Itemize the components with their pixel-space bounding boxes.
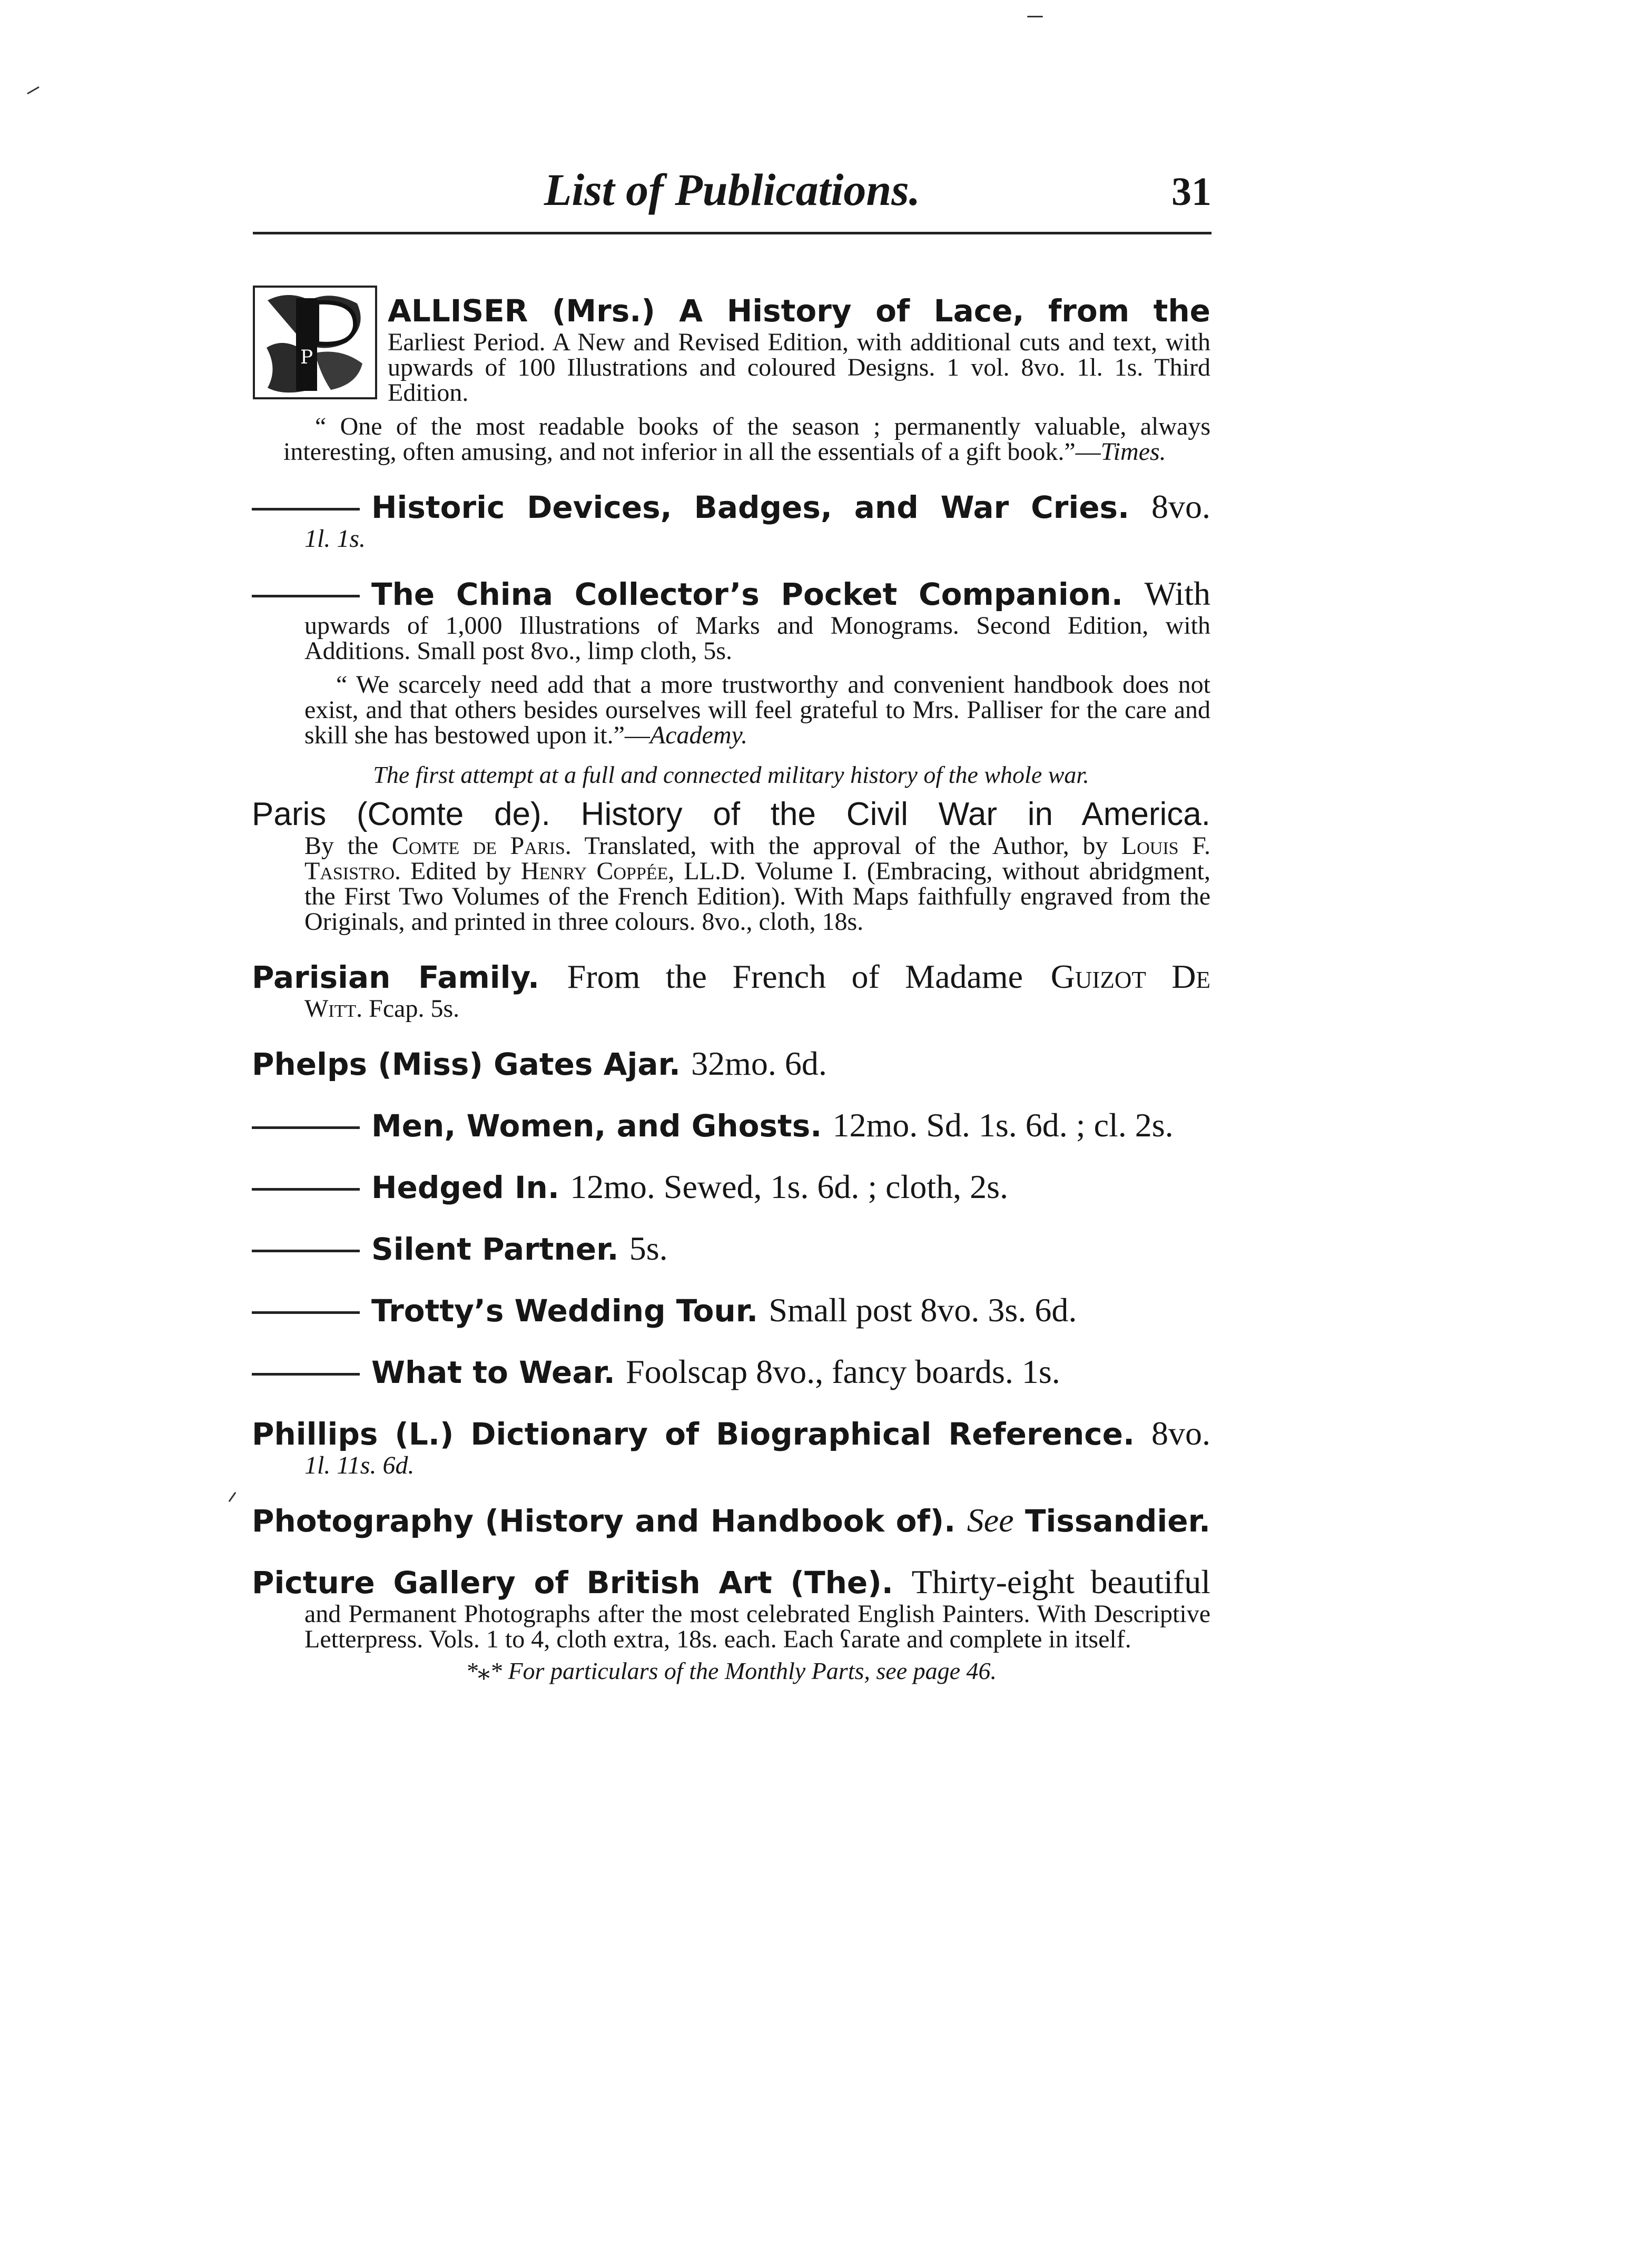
review-quote xyxy=(252,414,1210,465)
print-speck xyxy=(1027,16,1043,17)
entry-heading: Phillips (L.) Dictionary of Biographical Reference. xyxy=(252,1416,1135,1452)
reference-target: Tissandier. xyxy=(1025,1503,1210,1539)
entry-format: 8vo. xyxy=(1151,488,1210,525)
running-header xyxy=(253,158,1211,232)
quote-text: “ One of the most readable books of the season ; permanently valuable, always interesting, often amusing, and not inferior in all the essentials of a gift book.”— xyxy=(283,413,1210,466)
entry-heading: Photography (History and Handbook of). xyxy=(252,1503,956,1539)
entry-details: 12mo. Sewed, 1s. 6d. ; cloth, 2s. xyxy=(570,1168,1009,1205)
entry-trottys-wedding-tour xyxy=(252,1291,1210,1330)
ditto-dash xyxy=(252,1188,360,1191)
entry-format: 8vo. xyxy=(1151,1415,1210,1452)
ditto-dash xyxy=(252,1373,360,1376)
ornamental-dropcap-p xyxy=(252,284,378,400)
ditto-dash xyxy=(252,508,360,510)
entry-price: 1l. 11s. 6d. xyxy=(304,1451,415,1479)
entry-details: 12mo. Sd. 1s. 6d. ; cl. 2s. xyxy=(832,1106,1174,1144)
entry-details: 5s. xyxy=(629,1230,668,1267)
translator-name: Louis F. Tasistro xyxy=(304,832,1210,885)
ditto-dash xyxy=(252,1311,360,1314)
monthly-parts-note: *⁎* For particulars of the Monthly Parts, see page 46. xyxy=(465,1657,997,1684)
author-name-cont: Witt xyxy=(304,995,357,1023)
entry-silent-partner xyxy=(252,1230,1210,1268)
entry-description: Earliest Period. A New and Revised Edition, with additional cuts and text, with upwards of 100 Illustrations and coloured Designs. 1 vol. 8vo. 1l. 1s. Third Edition. xyxy=(388,328,1210,407)
entry-china-collector xyxy=(252,575,1210,748)
entry-paris-civil-war xyxy=(252,796,1210,935)
entry-history-of-lace xyxy=(252,284,1210,465)
entry-photography xyxy=(252,1501,1210,1540)
entry-men-women-ghosts xyxy=(252,1106,1210,1145)
entry-heading-tail: With xyxy=(1144,575,1210,612)
author-name: Guizot De xyxy=(1050,958,1210,995)
review-quote xyxy=(252,672,1210,748)
print-speck xyxy=(228,1492,236,1503)
ditto-dash xyxy=(252,595,360,597)
entry-picture-gallery xyxy=(252,1563,1210,1685)
entry-description: upwards of 1,000 Illustrations of Marks and Monograms. Second Edition, with Additions. Small post 8vo., limp cloth, 5s. xyxy=(304,612,1210,665)
running-title: List of Publications. xyxy=(544,164,921,215)
entry-details: Small post 8vo. 3s. 6d. xyxy=(769,1291,1077,1329)
entry-heading: Paris (Comte de). History of the Civil War in America. xyxy=(252,796,1210,832)
entry-heading: Historic Devices, Badges, and War Cries. xyxy=(371,489,1130,525)
entry-heading-tail: Thirty-eight beautiful xyxy=(911,1563,1210,1601)
entry-heading: Men, Women, and Ghosts. xyxy=(371,1108,822,1144)
print-speck xyxy=(27,86,40,95)
entry-heading: What to Wear. xyxy=(371,1354,615,1390)
ditto-dash xyxy=(252,1250,360,1252)
entry-heading-rest: From the French of Madame xyxy=(567,958,1023,995)
dropcap-letter: P xyxy=(300,347,313,368)
entry-heading: ALLISER (Mrs.) A History of Lace, from the xyxy=(388,293,1210,329)
see-reference: See xyxy=(967,1501,1014,1539)
paris-intro-note: The first attempt at a full and connected military history of the whole war. xyxy=(373,761,1089,788)
entry-historic-devices xyxy=(252,488,1210,552)
entry-description: and Permanent Photographs after the most celebrated English Painters. With Descriptive Letterpress. Vols. 1 to 4, cloth extra, 18s. each. Each ʕarate and complete in itself. xyxy=(304,1600,1210,1653)
entry-heading: Silent Partner. xyxy=(371,1231,619,1267)
entry-details: 32mo. 6d. xyxy=(691,1045,827,1082)
entry-price: 1l. 1s. xyxy=(304,525,366,553)
entry-heading: Phelps (Miss) Gates Ajar. xyxy=(252,1046,681,1082)
entry-what-to-wear xyxy=(252,1353,1210,1391)
entry-gates-ajar xyxy=(252,1045,1210,1083)
header-rule xyxy=(253,232,1211,234)
entry-heading: Hedged In. xyxy=(371,1170,559,1205)
entry-heading: The China Collector’s Pocket Companion. xyxy=(371,576,1123,612)
ditto-dash xyxy=(252,1126,360,1129)
publication-list xyxy=(252,284,1210,1685)
entry-description: By the Comte de Paris. Translated, with the approval of the Author, by Louis F. Tasistro. Edited by Henry Coppée, LL.D. Volume I. (Embracing, without abridgment, the First Two Volumes of the French Edition). With Maps faithfully engraved from the Originals, and printed in three colours. 8vo., cloth, 18s. xyxy=(304,832,1210,936)
entry-hedged-in xyxy=(252,1168,1210,1206)
editor-name: Henry Coppée xyxy=(520,857,668,885)
quote-source: Times. xyxy=(1100,438,1166,466)
entry-phillips-dictionary xyxy=(252,1415,1210,1478)
author-name: Comte de Paris xyxy=(391,832,565,860)
page-number: 31 xyxy=(1171,170,1211,214)
entry-description: . Fcap. 5s. xyxy=(356,995,460,1023)
entry-heading: Picture Gallery of British Art (The). xyxy=(252,1565,893,1601)
entry-details: Foolscap 8vo., fancy boards. 1s. xyxy=(626,1353,1060,1390)
entry-heading: Trotty’s Wedding Tour. xyxy=(371,1293,759,1329)
entry-heading: Parisian Family. xyxy=(252,959,540,995)
quote-text: “ We scarcely need add that a more trustworthy and convenient handbook does not exist, and that others besides ourselves will feel grateful to Mrs. Palliser for the care and skill she has bestowed upon it.”— xyxy=(304,671,1210,749)
entry-parisian-family xyxy=(252,958,1210,1022)
quote-source: Academy. xyxy=(649,721,748,749)
